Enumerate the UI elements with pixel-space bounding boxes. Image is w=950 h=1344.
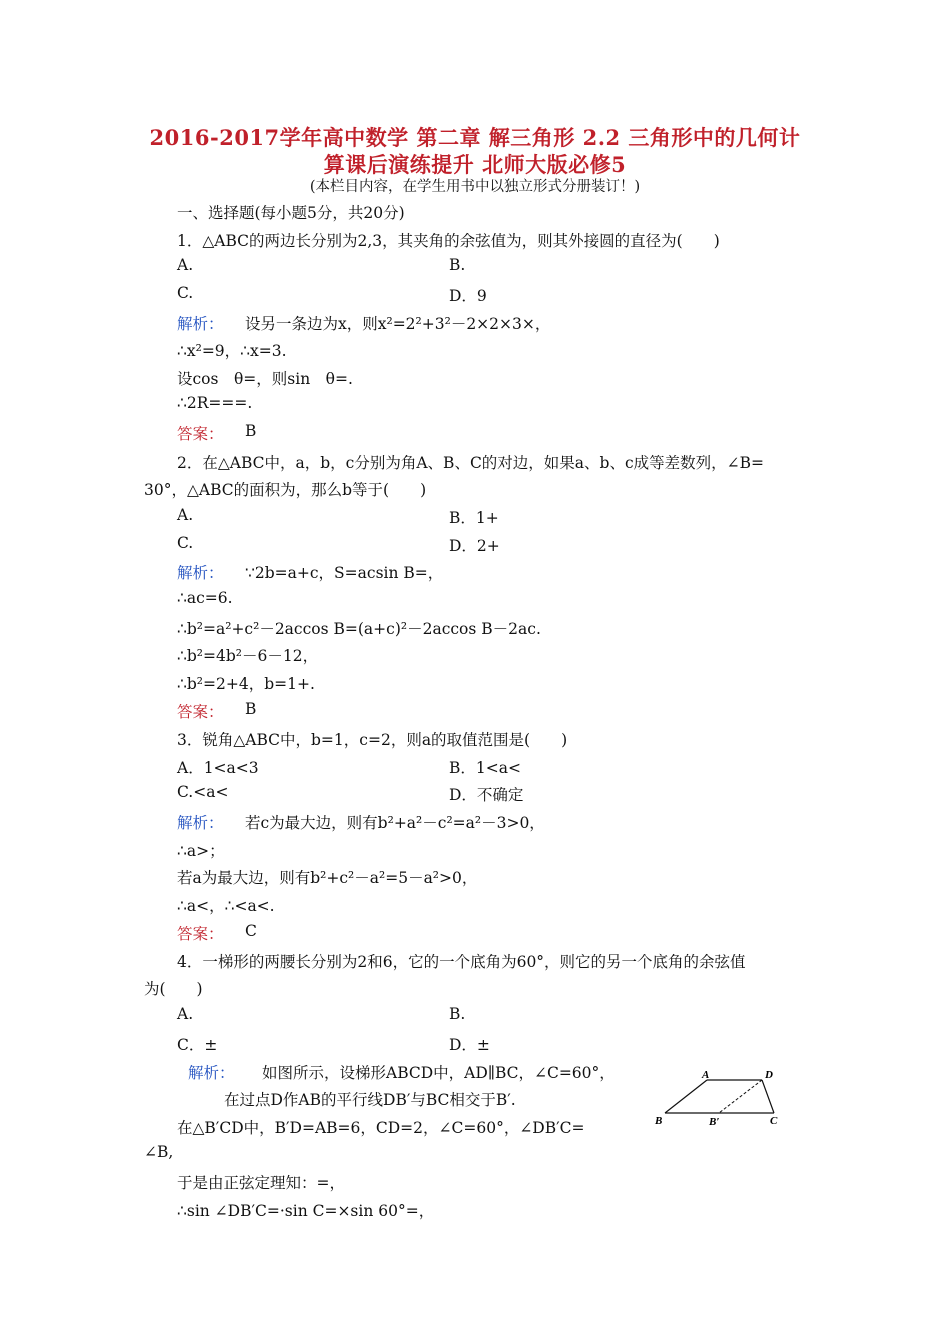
q2-jiexi-label: 解析： bbox=[177, 564, 224, 582]
label-a: A bbox=[702, 1069, 710, 1081]
q3-stem: 3．锐角△ABC中，b=1，c=2，则a的取值范围是( ) bbox=[177, 731, 568, 749]
q1-solution-3: 设cos θ=，则sin θ=. bbox=[177, 370, 353, 388]
q2-solution-1: ∵2b=a+c，S=acsin B=， bbox=[245, 564, 444, 582]
edge-db-prime bbox=[719, 1080, 762, 1113]
q2-option-b: B．1+ bbox=[449, 509, 499, 527]
edge-dc bbox=[762, 1080, 774, 1113]
q4-stem-line2: 为( ) bbox=[144, 980, 203, 998]
q2-option-c: C. bbox=[177, 534, 194, 552]
label-b-prime: B′ bbox=[709, 1116, 720, 1128]
q1-stem: 1．△ABC的两边长分别为2,3，其夹角的余弦值为，则其外接圆的直径为( ) bbox=[177, 232, 720, 250]
q4-option-a: A. bbox=[177, 1005, 194, 1023]
q3-option-d: D．不确定 bbox=[449, 786, 524, 804]
q4-solution-4: ∠B, bbox=[144, 1143, 174, 1161]
q4-option-d: D．± bbox=[449, 1036, 490, 1054]
q3-option-a: A．1<a<3 bbox=[177, 759, 259, 777]
q4-option-c: C．± bbox=[177, 1036, 218, 1054]
q4-jiexi-label: 解析： bbox=[188, 1064, 235, 1082]
q4-solution-1: 如图所示，设梯形ABCD中，AD∥BC，∠C=60°， bbox=[262, 1064, 615, 1082]
section-heading: 一、选择题(每小题5分，共20分) bbox=[177, 204, 405, 222]
q3-jiexi-label: 解析： bbox=[177, 814, 224, 832]
q3-solution-1: 若c为最大边，则有b²+a²－c²=a²－3>0， bbox=[245, 814, 545, 832]
q3-option-b: B．1<a< bbox=[449, 759, 521, 777]
q2-stem-line2: 30°，△ABC的面积为，那么b等于( ) bbox=[144, 481, 427, 499]
q1-option-b: B. bbox=[449, 256, 466, 274]
q3-option-c: C.<a< bbox=[177, 783, 229, 801]
q3-solution-3: 若a为最大边，则有b²+c²－a²=5－a²>0， bbox=[177, 869, 478, 887]
q4-solution-3: 在△B′CD中，B′D=AB=6，CD=2，∠C=60°，∠DB′C= bbox=[177, 1119, 585, 1137]
q1-answer-label: 答案： bbox=[177, 425, 224, 443]
q2-answer: B bbox=[245, 700, 257, 718]
q4-option-b: B. bbox=[449, 1005, 466, 1023]
label-d: D bbox=[765, 1069, 773, 1081]
q1-answer: B bbox=[245, 422, 257, 440]
q3-answer: C bbox=[245, 922, 257, 940]
doc-subtitle: (本栏目内容，在学生用书中以独立形式分册装订！) bbox=[309, 179, 641, 195]
q1-option-a: A. bbox=[177, 256, 194, 274]
label-b: B bbox=[655, 1115, 663, 1127]
q1-solution-2: ∴x²=9，∴x=3. bbox=[177, 342, 287, 360]
label-c: C bbox=[770, 1115, 778, 1127]
doc-title-line1: 2016-2017学年高中数学 第二章 解三角形 2.2 三角形中的几何计 bbox=[149, 125, 801, 150]
q2-solution-4: ∴b²=4b²－6－12， bbox=[177, 647, 319, 665]
doc-title-line2: 算课后演练提升 北师大版必修5 bbox=[323, 152, 627, 177]
trapezoid-figure bbox=[652, 1068, 787, 1130]
edge-ab bbox=[665, 1080, 707, 1113]
q2-solution-5: ∴b²=2+4，b=1+. bbox=[177, 675, 315, 693]
q3-answer-label: 答案： bbox=[177, 925, 224, 943]
q1-solution-1: 设另一条边为x，则x²=2²+3²－2×2×3×， bbox=[245, 315, 551, 333]
q1-solution-4: ∴2R===. bbox=[177, 394, 253, 412]
q4-solution-2: 在过点D作AB的平行线DB′与BC相交于B′. bbox=[224, 1091, 516, 1109]
q2-solution-2: ∴ac=6. bbox=[177, 589, 233, 607]
q2-stem-line1: 2．在△ABC中，a，b，c分别为角A、B、C的对边，如果a、b、c成等差数列，∠B= bbox=[177, 454, 765, 472]
q4-solution-5: 于是由正弦定理知：=， bbox=[177, 1174, 345, 1192]
q3-solution-4: ∴a<，∴<a<. bbox=[177, 897, 275, 915]
q1-option-c: C. bbox=[177, 284, 194, 302]
q2-option-a: A. bbox=[177, 506, 194, 524]
q4-solution-6: ∴sin ∠DB′C=·sin C=×sin 60°=， bbox=[177, 1202, 435, 1220]
q3-solution-2: ∴a>； bbox=[177, 842, 225, 860]
q2-option-d: D．2+ bbox=[449, 537, 500, 555]
q1-jiexi-label: 解析： bbox=[177, 315, 224, 333]
q2-solution-3: ∴b²=a²+c²－2accos B=(a+c)²－2accos B－2ac. bbox=[177, 620, 541, 638]
q1-option-d: D．9 bbox=[449, 287, 487, 305]
q4-stem-line1: 4．一梯形的两腰长分别为2和6，它的一个底角为60°，则它的另一个底角的余弦值 bbox=[177, 953, 746, 971]
q2-answer-label: 答案： bbox=[177, 703, 224, 721]
